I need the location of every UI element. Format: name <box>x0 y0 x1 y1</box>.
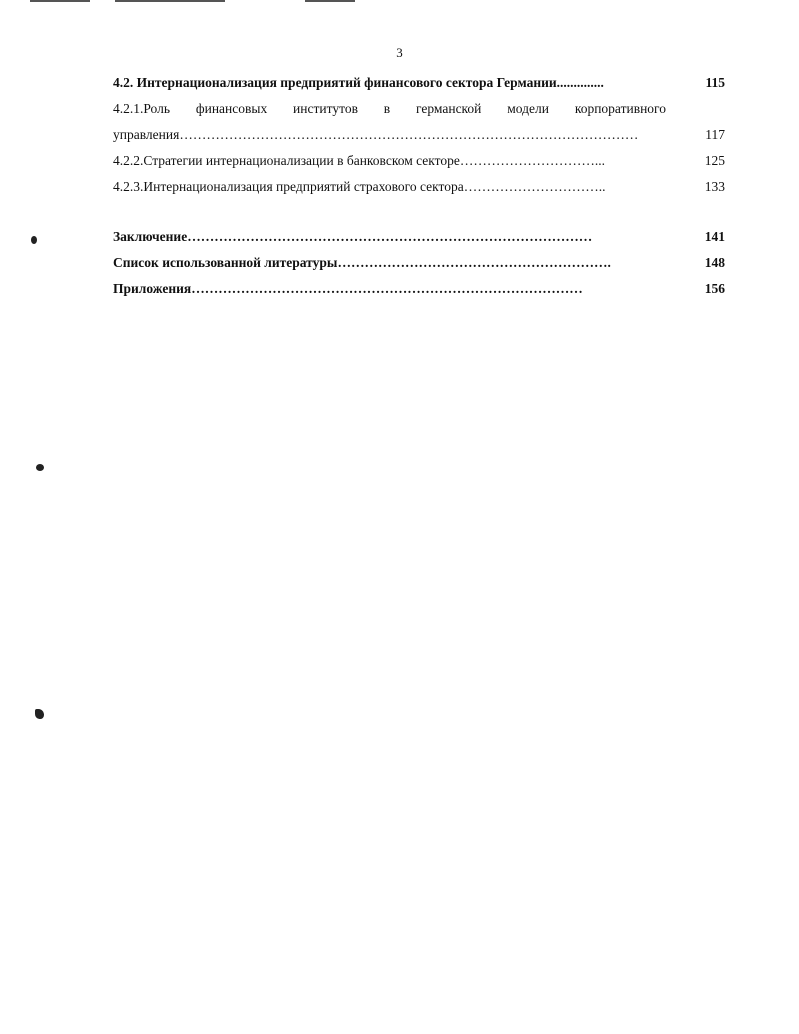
toc-page-number: 133 <box>704 179 725 194</box>
scan-edge-mark <box>305 0 355 2</box>
scan-speck <box>36 464 44 471</box>
toc-page-number: 141 <box>704 229 725 244</box>
toc-entry-label: 4.2.2.Стратегии интернационализации в банковском секторе <box>113 153 460 168</box>
toc-entry-label: 4.2. Интернационализация предприятий финансового сектора Германии <box>113 75 557 90</box>
toc-entry-references[interactable] <box>113 250 725 276</box>
toc-page-number: 156 <box>704 281 725 296</box>
toc-leader-dots: …………………………………………………………………………… <box>191 281 583 296</box>
scan-edge-mark <box>30 0 90 2</box>
toc-page-number: 117 <box>705 127 725 142</box>
toc-entry-appendices[interactable] <box>113 276 725 302</box>
scan-edge-mark <box>115 0 225 2</box>
toc-leader-dots: ……………………………………………………………………………… <box>187 229 593 244</box>
page-number: 3 <box>396 45 403 60</box>
toc-leader-dots: ………………………………………………………………………………………… <box>179 127 639 142</box>
toc-entry-label: Заключение <box>113 229 188 244</box>
toc-entry-4-2[interactable] <box>113 70 725 96</box>
toc-entry-4-2-3[interactable] <box>113 174 725 200</box>
table-of-contents <box>113 70 725 302</box>
toc-entry-4-2-1[interactable] <box>113 122 725 148</box>
toc-leader-dots: …………………………... <box>459 153 605 168</box>
toc-entry-label: Список использованной литературы <box>113 255 338 270</box>
toc-leader-dots: .............. <box>556 75 604 90</box>
toc-leader-dots: ……………………………………………………. <box>337 255 611 270</box>
toc-leader-dots: ………………………….. <box>463 179 606 194</box>
toc-page-number: 115 <box>705 75 725 90</box>
toc-entry-4-2-1-line1[interactable]: 4.2.1.Роль финансовых институтов в германской модели корпоративного <box>113 101 666 116</box>
toc-page-number: 125 <box>704 153 725 168</box>
toc-entry-conclusion[interactable] <box>113 224 725 250</box>
scan-speck <box>31 236 37 244</box>
toc-entry-label: управления <box>113 127 180 142</box>
toc-entry-4-2-2[interactable] <box>113 148 725 174</box>
toc-page-number: 148 <box>704 255 725 270</box>
toc-gap <box>113 200 725 224</box>
toc-entry-label: Приложения <box>113 281 192 296</box>
scan-speck <box>35 709 44 719</box>
toc-entry-label: 4.2.3.Интернационализация предприятий страхового сектора <box>113 179 464 194</box>
